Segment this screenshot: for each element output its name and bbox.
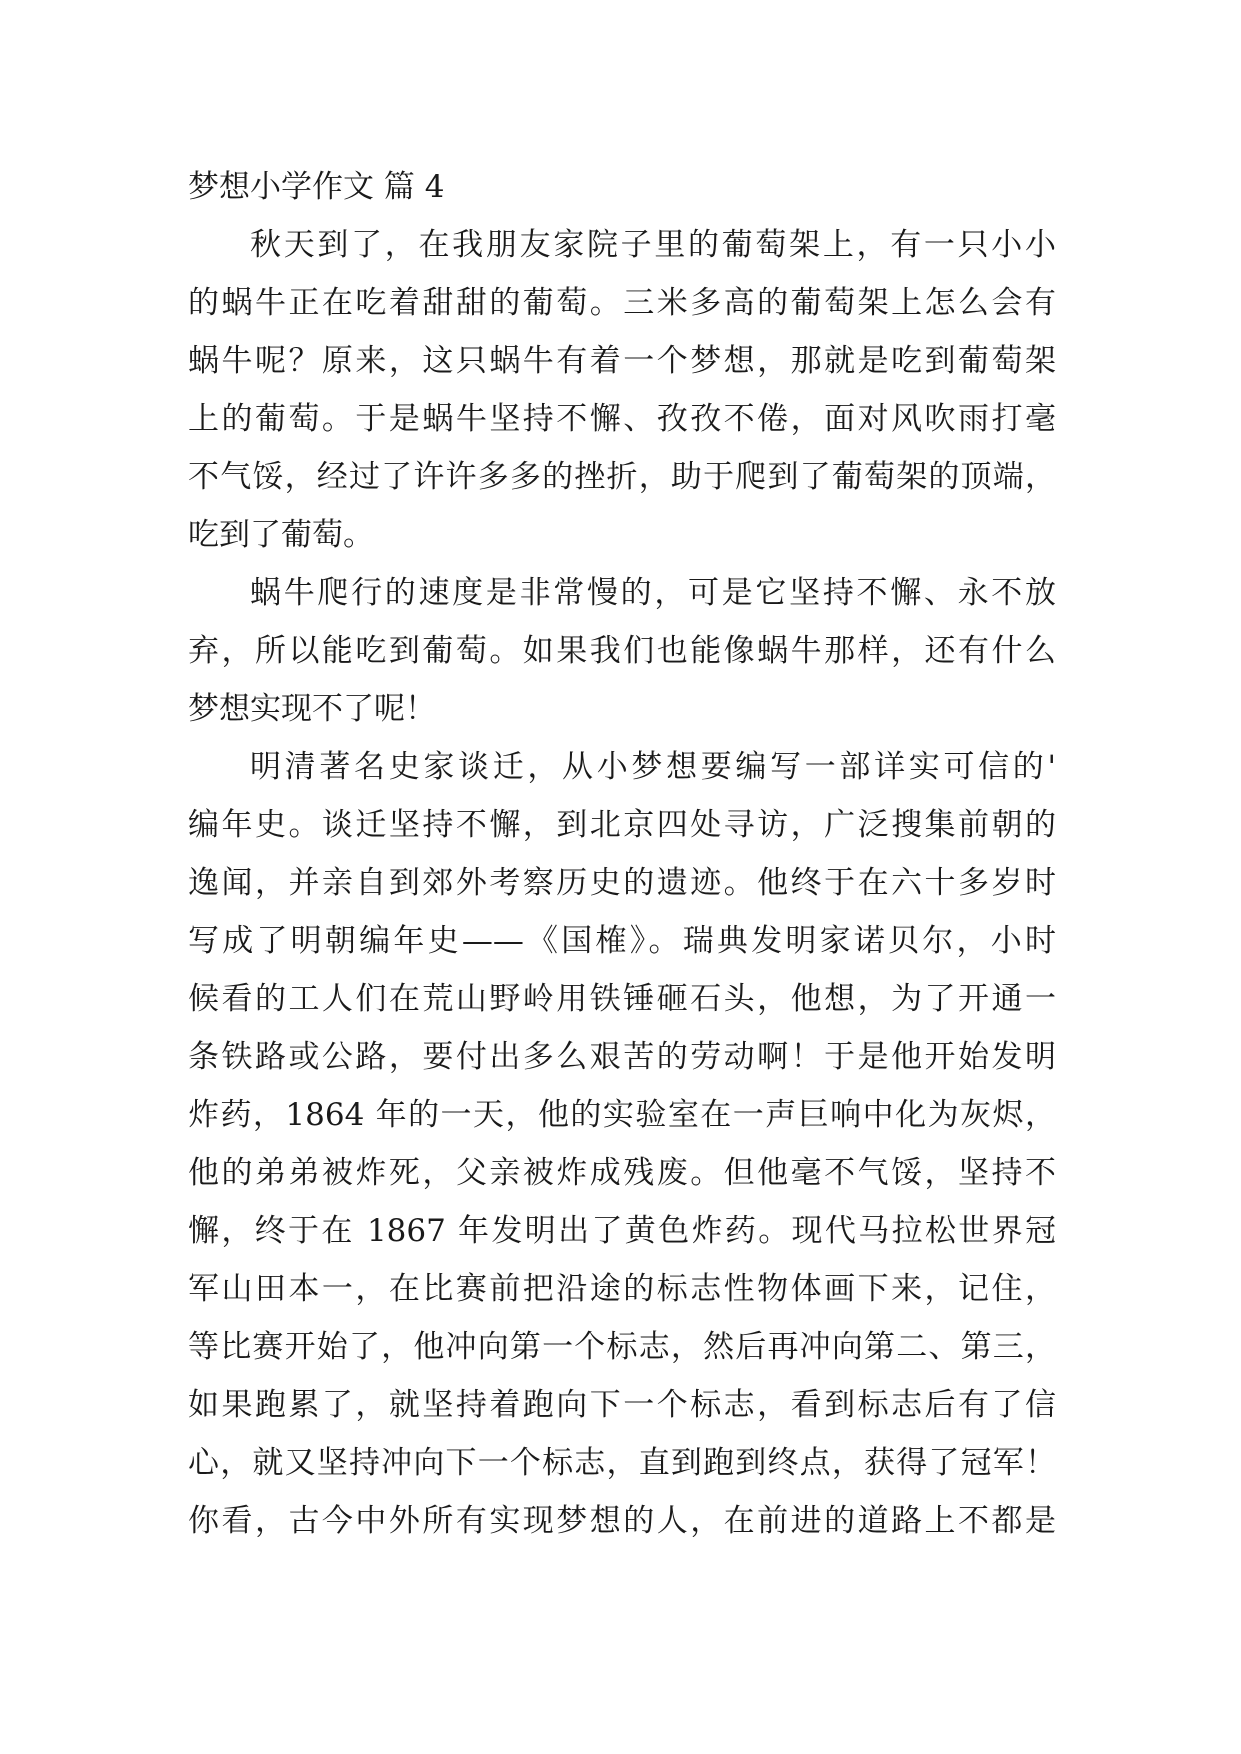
text-line: 秋天到了，在我朋友家院子里的葡萄架上，有一只小小: [250, 227, 1056, 263]
text-line: 候看的工人们在荒山野岭用铁锤砸石头，他想，为了开通一: [188, 981, 1056, 1017]
paragraph-2: [188, 564, 1056, 738]
text-line: 炸药，1864 年的一天，他的实验室在一声巨响中化为灰烬，: [188, 1097, 1056, 1133]
text-line: 明清著名史家谈迁，从小梦想要编写一部详实可信的': [250, 749, 1056, 785]
text-line: 懈，终于在 1867 年发明出了黄色炸药。现代马拉松世界冠: [188, 1213, 1056, 1249]
text-line: 吃到了葡萄。: [188, 517, 374, 553]
text-line: 不气馁，经过了许许多多的挫折，助于爬到了葡萄架的顶端，: [188, 459, 1056, 495]
text-line: 弃，所以能吃到葡萄。如果我们也能像蜗牛那样，还有什么: [188, 633, 1056, 669]
text-line: 写成了明朝编年史——《国榷》。瑞典发明家诺贝尔，小时: [188, 923, 1056, 959]
text-line: 上的葡萄。于是蜗牛坚持不懈、孜孜不倦，面对风吹雨打毫: [188, 401, 1056, 437]
text-line: 逸闻，并亲自到郊外考察历史的遗迹。他终于在六十多岁时: [188, 865, 1056, 901]
text-line: 蜗牛爬行的速度是非常慢的，可是它坚持不懈、永不放: [250, 575, 1056, 611]
text-line: 编年史。谈迁坚持不懈，到北京四处寻访，广泛搜集前朝的: [188, 807, 1056, 843]
essay-title: 梦想小学作文 篇 4: [188, 169, 445, 205]
text-line: 如果跑累了，就坚持着跑向下一个标志，看到标志后有了信: [188, 1387, 1056, 1423]
text-line: 蜗牛呢？原来，这只蜗牛有着一个梦想，那就是吃到葡萄架: [188, 343, 1056, 379]
text-line: 的蜗牛正在吃着甜甜的葡萄。三米多高的葡萄架上怎么会有: [188, 285, 1056, 321]
text-line: 你看，古今中外所有实现梦想的人，在前进的道路上不都是: [188, 1503, 1056, 1539]
text-line: 心，就又坚持冲向下一个标志，直到跑到终点，获得了冠军！: [188, 1445, 1056, 1481]
paragraph-3: [188, 738, 1056, 1550]
document-body: [188, 158, 1056, 1550]
text-line: 军山田本一，在比赛前把沿途的标志性物体画下来，记住，: [188, 1271, 1056, 1307]
text-line: 梦想实现不了呢！: [188, 691, 436, 727]
text-line: 他的弟弟被炸死，父亲被炸成残废。但他毫不气馁，坚持不: [188, 1155, 1056, 1191]
text-line: 等比赛开始了，他冲向第一个标志，然后再冲向第二、第三，: [188, 1329, 1056, 1365]
text-line: 条铁路或公路，要付出多么艰苦的劳动啊！于是他开始发明: [188, 1039, 1056, 1075]
paragraph-1: [188, 216, 1056, 564]
